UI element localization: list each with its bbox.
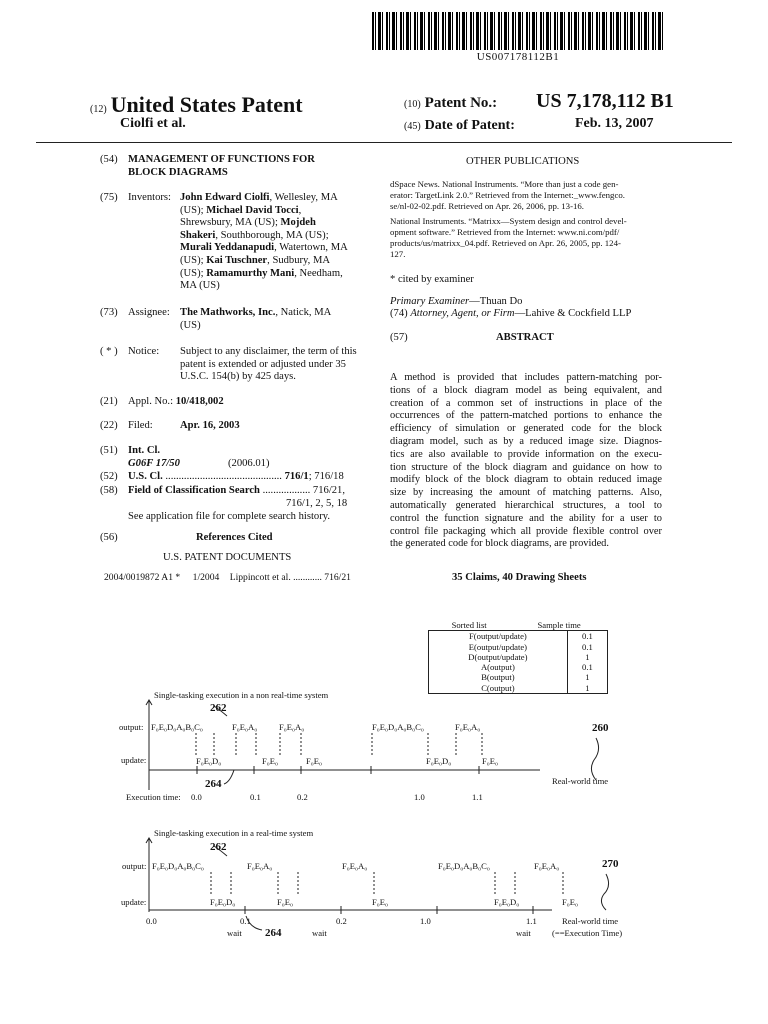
- inventor-line: Murali Yeddanapudi, Watertown, MA: [180, 242, 348, 254]
- field-search-value-2: 716/1, 2, 5, 18: [286, 498, 348, 509]
- publication-line: 127.: [390, 249, 406, 259]
- inventor-line: Shrewsbury, MA (US); Mojdeh: [180, 217, 316, 229]
- diagram-2-ref-264: 264: [265, 927, 282, 939]
- sorted-list-cell: A(output): [429, 662, 568, 672]
- code-74: (74): [390, 308, 408, 319]
- appl-no: 10/418,002: [175, 396, 224, 407]
- abstract-line: tics are also available to provide information on the execu-: [390, 448, 662, 460]
- notice-line: U.S.C. 154(b) by 425 days.: [180, 371, 296, 383]
- reference-number: 2004/0019872 A1 *: [104, 572, 181, 583]
- title-line-1: MANAGEMENT OF FUNCTIONS FOR: [128, 154, 315, 165]
- inventor-line: MA (US): [180, 280, 220, 292]
- abstract-line: tions of a block diagram model as being equivalent, and: [390, 384, 662, 396]
- diagram-1-output-2: F₀E₀A₀: [279, 722, 305, 732]
- sample-time-cell: 1: [585, 651, 590, 662]
- claims-sheets: 35 Claims, 40 Drawing Sheets: [452, 572, 587, 583]
- sorted-list-cell: E(output/update): [429, 642, 568, 652]
- patent-number: US 7,178,112 B1: [536, 90, 674, 112]
- diagram-2-wait-2: wait: [312, 928, 327, 938]
- publication-line: products/us/matrixx_04.pdf. Retrieved on Apr. 26, 2005, pp. 124-: [390, 238, 621, 248]
- diagram-1-leader-262: [214, 706, 227, 716]
- publication-line: National Instruments. “Matrixx—System design and control devel-: [390, 216, 627, 226]
- title-line-2: BLOCK DIAGRAMS: [128, 166, 228, 178]
- code-12: (12): [90, 104, 107, 115]
- diagram-2-update-2: F₀E₀: [372, 897, 389, 907]
- diagram-2-wait-3: wait: [516, 928, 531, 938]
- diagram-1-leader-264: [224, 770, 234, 784]
- code-57: (57): [390, 332, 408, 343]
- diagram-1-output-label: output:: [119, 722, 144, 732]
- diagram-2-tick-1: 0.1: [240, 916, 251, 926]
- patent-date: Feb. 13, 2007: [575, 116, 654, 131]
- int-cl-year: (2006.01): [228, 458, 270, 469]
- diagram-1-tick-2: 0.2: [297, 792, 308, 802]
- us-cl-value: 716/1: [284, 471, 309, 482]
- attorney-name: —Lahive & Cockfield LLP: [514, 308, 632, 319]
- inventors-label: Inventors:: [128, 192, 171, 203]
- diagram-1-update-3: F₀E₀D₀: [426, 756, 452, 766]
- appl-no-label: Appl. No.:: [128, 396, 174, 407]
- diagram-1-output-4: F₀E₀A₀: [455, 722, 481, 732]
- diagram-1-update-0: F₀E₀D₀: [196, 756, 222, 766]
- publication-line: opment software.” Retrieved from the Internet: www.ni.com/pdf/: [390, 227, 620, 237]
- publication-line: se/nl-02-02.pdf. Retrieved on Apr. 26, 2006, pp. 13-16.: [390, 201, 584, 211]
- diagram-1-update-4: F₀E₀: [482, 756, 499, 766]
- int-cl-code: G06F 17/50: [128, 458, 180, 469]
- notice-line: patent is extended or adjusted under 35: [180, 358, 346, 370]
- us-patent-documents: U.S. PATENT DOCUMENTS: [163, 552, 292, 563]
- diagram-2-update-label: update:: [121, 897, 147, 907]
- diagram-2-output-1: F₀E₀A₀: [247, 861, 273, 871]
- primary-examiner-label: Primary Examiner: [390, 296, 470, 307]
- diagram-2-tick-4: 1.1: [526, 916, 537, 926]
- diagram-1-leader-260: [591, 738, 598, 780]
- diagram-1-tick-4: 1.1: [472, 792, 483, 802]
- diagram-2-wait-1: wait: [227, 928, 242, 938]
- reference-date: 1/2004: [192, 572, 220, 583]
- abstract-line: automatically generated hierarchical structures, a tool to: [390, 499, 662, 511]
- code-73: (73): [100, 307, 118, 318]
- attorney-label: Attorney, Agent, or Firm: [410, 308, 515, 319]
- code-notice: ( * ): [100, 346, 118, 357]
- diagram-2-axis-label-2: (==Execution Time): [552, 928, 623, 938]
- code-45: (45): [404, 121, 421, 132]
- authors: Ciolfi et al.: [120, 116, 186, 131]
- abstract-line: size by increasing the amount of matching patterns. Also,: [390, 487, 662, 499]
- diagram-2-update-4: F₀E₀: [562, 897, 579, 907]
- us-cl-value-2: ; 716/18: [308, 471, 344, 482]
- diagram-1-output-0: F₀E₀D₀A₀B₀C₀: [151, 722, 203, 732]
- diagram-2-leader-262: [214, 846, 227, 856]
- diagram-1-caption: Single-tasking execution in a non real-time system: [154, 690, 329, 700]
- abstract-line: diagram model, such as by a reduced image size. Diagnos-: [390, 435, 662, 447]
- us-cl-dots: ............................................: [165, 471, 282, 482]
- table-header: Sample time: [537, 620, 581, 630]
- publication-line: dSpace News. National Instruments. “More than just a code gen-: [390, 179, 619, 189]
- abstract-title: ABSTRACT: [496, 332, 554, 343]
- abstract-line: A method is provided that includes pattern-matching por-: [390, 372, 662, 383]
- reference-name: Lippincott et al. ............ 716/21: [229, 572, 351, 583]
- assignee-name: The Mathworks, Inc.: [180, 307, 276, 318]
- patent-type: United States Patent: [110, 92, 303, 117]
- diagram-2-caption: Single-tasking execution in a real-time system: [154, 828, 314, 838]
- code-75: (75): [100, 192, 118, 203]
- diagram-1-output-3: F₀E₀D₀A₀B₀C₀: [372, 722, 424, 732]
- field-search-value: 716/21,: [312, 485, 345, 496]
- diagram-2-update-0: F₀E₀D₀: [210, 897, 236, 907]
- diagram-1-tick-1: 0.1: [250, 792, 261, 802]
- table-header: Sorted list: [451, 620, 487, 630]
- abstract-line: creation of a common set of instructions in place of the: [390, 397, 662, 409]
- diagram-1-update-1: F₀E₀: [262, 756, 279, 766]
- diagram-2-ref-262: 262: [210, 841, 227, 853]
- diagram-2-tick-2: 0.2: [336, 916, 347, 926]
- diagram-2-output-4: F₀E₀A₀: [534, 861, 560, 871]
- sorted-list-cell: D(output/update): [429, 652, 568, 662]
- diagram-2-output-3: F₀E₀D₀A₀B₀C₀: [438, 861, 490, 871]
- sample-time-cell: 1: [585, 682, 590, 693]
- code-54: (54): [100, 154, 118, 165]
- diagram-1-axis-label: Real-world time: [552, 776, 609, 786]
- diagram-2-leader-270: [601, 874, 608, 910]
- date-label: Date of Patent:: [424, 118, 515, 133]
- diagram-2-update-3: F₀E₀D₀: [494, 897, 520, 907]
- diagram-2-output-0: F₀E₀D₀A₀B₀C₀: [152, 861, 204, 871]
- abstract-line: modify block of the block diagram to obtain reduced image: [390, 474, 662, 486]
- diagram-2-tick-3: 1.0: [420, 916, 431, 926]
- diagram-1-update-label: update:: [121, 755, 147, 765]
- code-22: (22): [100, 420, 118, 431]
- cited-by-examiner: * cited by examiner: [390, 274, 474, 285]
- code-21: (21): [100, 396, 118, 407]
- field-search-label: Field of Classification Search: [128, 485, 260, 496]
- inventor-line: Shakeri, Southborough, MA (US);: [180, 229, 329, 241]
- sample-time-cell: 0.1: [582, 631, 593, 642]
- sample-time-cell: 1: [585, 672, 590, 683]
- diagram-2-axis-label: Real-world time: [562, 916, 619, 926]
- sorted-list-cell: F(output/update): [429, 631, 568, 642]
- assignee-label: Assignee:: [128, 307, 170, 318]
- publication-number: US007178112B1: [476, 51, 560, 63]
- inventor-line: John Edward Ciolfi, Wellesley, MA: [180, 192, 338, 203]
- int-cl-label: Int. Cl.: [128, 445, 161, 456]
- sorted-list-cell: B(output): [429, 672, 568, 682]
- assignee-country: (US): [180, 319, 201, 331]
- inventor-line: (US); Kai Tuschner, Sudbury, MA: [180, 254, 331, 266]
- notice-line: Subject to any disclaimer, the term of this: [180, 346, 357, 357]
- patent-number-label: Patent No.:: [424, 95, 498, 111]
- diagram-1-ref-262: 262: [210, 702, 227, 714]
- diagram-2-output-label: output:: [122, 861, 147, 871]
- inventor-line: (US); Ramamurthy Mani, Needham,: [180, 267, 343, 279]
- assignee-location: , Natick, MA: [275, 307, 332, 318]
- diagram-2-leader-264: [246, 916, 262, 930]
- code-56: (56): [100, 532, 118, 543]
- sample-time-cell: 0.1: [582, 641, 593, 652]
- diagram-2-ref-270: 270: [602, 858, 619, 870]
- sorted-list-cell: C(output): [429, 683, 568, 694]
- abstract-line: control the function signature and the ability for a user to: [390, 512, 662, 524]
- code-10: (10): [404, 99, 421, 110]
- diagram-1-update-2: F₀E₀: [306, 756, 323, 766]
- abstract-line: efficiency of simulation or generated code for the block: [390, 423, 662, 435]
- diagram-2-update-1: F₀E₀: [277, 897, 294, 907]
- primary-examiner-name: —Thuan Do: [469, 296, 523, 307]
- abstract-line: occurrences of the pattern-matched portions to enhance the: [390, 410, 662, 422]
- filed-label: Filed:: [128, 420, 153, 431]
- diagram-2-tick-0: 0.0: [146, 916, 157, 926]
- us-cl-label: U.S. Cl.: [128, 471, 163, 482]
- sample-time-cell: 0.1: [582, 662, 593, 673]
- abstract-line: the generated code for block diagrams, are provided.: [390, 538, 609, 550]
- references-title: References Cited: [196, 532, 273, 543]
- field-search-dots: ..................: [262, 485, 311, 496]
- abstract-line: tion structure of the block diagram and guidance on how to: [390, 461, 662, 473]
- code-52: (52): [100, 471, 118, 482]
- diagram-1-tick-3: 1.0: [414, 792, 425, 802]
- notice-label: Notice:: [128, 346, 160, 357]
- code-58: (58): [100, 485, 118, 496]
- see-application: See application file for complete search history.: [128, 511, 330, 522]
- diagram-2-output-2: F₀E₀A₀: [342, 861, 368, 871]
- filed-date: Apr. 16, 2003: [180, 420, 240, 431]
- abstract-line: control file packaging which all provide flexible control over: [390, 525, 662, 537]
- diagram-1-ref-260: 260: [592, 722, 609, 734]
- code-51: (51): [100, 445, 118, 456]
- inventor-line: (US); Michael David Tocci,: [180, 204, 302, 216]
- diagram-1-ref-264: 264: [205, 778, 222, 790]
- other-publications-title: OTHER PUBLICATIONS: [466, 156, 580, 167]
- diagram-1-output-1: F₀E₀A₀: [232, 722, 258, 732]
- diagram-1-exec-label: Execution time:: [126, 792, 181, 802]
- publication-line: erator: TargetLink 2.0.” Retrieved from the Internet:_www.fengco.: [390, 190, 625, 200]
- diagram-1-tick-0: 0.0: [191, 792, 202, 802]
